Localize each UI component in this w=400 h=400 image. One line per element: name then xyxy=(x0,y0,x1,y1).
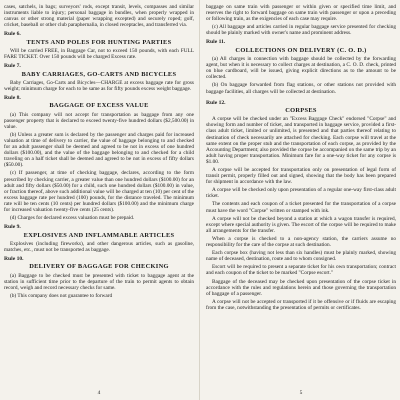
body-paragraph: Escort will be required to present a separate ticket for his own transportation; contract and each coupon of the ticket to be marked "Corpse escort." xyxy=(206,264,396,277)
rule-number: Rule 7. xyxy=(4,63,21,70)
page-number: 5 xyxy=(299,390,303,396)
body-paragraph: Baby Carriages, Go-Carts and Bicycles—CHARGE at excess baggage rate for gross weight; minimum charge for each to be same as for fifty pounds excess weight baggage. xyxy=(4,79,194,92)
page-number: 4 xyxy=(97,390,101,396)
body-paragraph: (c) If passenger, at time of checking baggage, declares, according to the form prescribed by checking carrier, a greater value than one hundred dollars ($100.00) for an adult and fifty dollars ($50.00) for a child, such one hundred dollars ($100.00) in value, or fraction thereof, above such additional value will be charged at ten (10) per cent of the excess baggage rate per hundred (100) pounds, for the distance traveled. The minimum rate will be ten cents (10 cents) per hundred dollars ($100.00) and the minimum charge for increased valuation twenty-five cents (25 cents). xyxy=(4,170,194,213)
body-paragraph: (b) This company does not guarantee to forward xyxy=(10,292,113,299)
body-paragraph: Explosives (including fireworks), and other dangerous articles, such as gasoline, matches, etc., must not be transported as baggage. xyxy=(4,240,194,253)
body-paragraph: cases, satchels, in bags; surveyors' rods, except transit, levels, compasses and similar instruments liable to injury; personal baggage in bundles, when properly wrapped in canvas or other strong material (paper wrapping excepted) and securely roped; golf, cricket, baseball or other club paraphernalia, in closed receptacles, and transferred via. xyxy=(4,4,194,29)
section-heading: COLLECTIONS ON DELIVERY (C. O. D.) xyxy=(235,46,367,54)
right-page xyxy=(206,4,396,396)
page-gutter xyxy=(199,0,200,400)
body-paragraph: Will be carried FREE, in Baggage Car, not to exceed 150 pounds, with each FULL FARE TICKET. Over 150 pounds will be charged Excess rate. xyxy=(4,47,194,61)
section-heading: CORPSES xyxy=(285,107,317,115)
body-paragraph: (b) On baggage forwarded from flag stations, or other stations not provided with baggage facilities, all charges will be collected at destination. xyxy=(206,82,396,95)
body-paragraph: (a) All charges in connection with baggage should be collected by the forwarding agent, but when it is necessary to collect charges at destination, a C. O. D. check, printed on blue cardboard, will be issued, giving explicit directions as to the amount to be collected. xyxy=(206,56,396,81)
section-heading: DELIVERY OF BAGGAGE FOR CHECKING xyxy=(29,263,169,271)
body-paragraph: baggage on same train with passenger or within given or specified time limit, and reserves the right to forward baggage on same train with passenger or upon a preceding or following train, as the exigencies of each case may require. xyxy=(206,4,396,23)
body-paragraph: A corpse will be accepted for transportation only on presentation of legal form of transit permit, properly filled out and signed, showing that the body has been prepared for shipment in accordance with the law. xyxy=(206,167,396,186)
body-paragraph: (b) Unless a greater sum is declared by the passenger and charges paid for increased valuation at time of delivery to carrier, the value of baggage belonging to and checked for an adult passenger shall be deemed and agreed to be not in excess of one hundred dollars ($100.00), and the value of the baggage belonging to and checked for a child traveling on a half ticket shall be deemed and agreed to be not in excess of fifty dollars ($50.00). xyxy=(4,131,194,169)
body-paragraph: A corpse will not be checked beyond a station at which a wagon transfer is required, except where special authority is given. The escort of the corpse will be required to make all arrangements for the transfer. xyxy=(206,215,396,234)
rule-number: Rule 11. xyxy=(206,39,226,46)
body-paragraph: (c) All baggage and articles carried in regular baggage service presented for checking should be plainly marked with owner's name and prominent address. xyxy=(206,24,396,37)
section-heading: BAGGAGE OF EXCESS VALUE xyxy=(49,102,149,110)
rule-number: Rule 8. xyxy=(4,94,21,101)
body-paragraph: A corpse will not be accepted or transported if it be offensive or if fluids are escaping from the case, notwithstanding the presentation of permits or certificates. xyxy=(206,298,396,311)
section-heading: TENTS AND POLES FOR HUNTING PARTIES xyxy=(26,38,172,46)
rule-number: Rule 9. xyxy=(4,224,21,231)
body-paragraph: (a) This company will not accept for transportation as baggage from any one passenger property that is declared to exceed twenty-five hundred dollars ($2,500.00) in value. xyxy=(4,111,194,130)
body-paragraph: (a) Baggage to be checked must be presented with ticket to baggage agent at the station in sufficient time prior to the departure of the train to permit agents to obtain record, weigh and record necessary checks for same. xyxy=(4,272,194,291)
body-paragraph: A corpse will be checked only upon presentation of a regular one-way first-class adult ticket. xyxy=(206,187,396,200)
body-paragraph: A corpse will be checked under an "Excess Baggage Check" endorsed "Corpse" and showing form and number of ticket, and transported in baggage service, provided a first-class adult ticket, limited or unlimited, is presented and that parties thereof relating to destination of check necessarily are attached for checking. Each corpse will travel at the same extent on the proper stub and the transportation of each corpse, as provided by the Accounting Department; also provided the corpse be accompanied on the same trip by an adult having proper transportation. Minimum fare for a one-way ticket for any corpse is $1.00. xyxy=(206,116,396,165)
rule-number: Rule 6. xyxy=(4,31,21,38)
body-paragraph: Each corpse box (having not less than six handles) must be plainly marked, showing name of deceased, destination, route and to whom consigned. xyxy=(206,250,396,263)
body-paragraph: When a corpse is checked to a non-agency station, the carriers assume no responsibility for the care of the corpse at such destination. xyxy=(206,235,396,249)
body-paragraph: Baggage of the deceased may be checked upon presentation of the corpse ticket in accordance with the rules and regulations herein and those governing the transportation of baggage of a passenger. xyxy=(206,278,396,297)
body-paragraph: (d) Charges for declared excess valuation must be prepaid. xyxy=(10,215,135,222)
section-heading: EXPLOSIVES AND INFLAMMABLE ARTICLES xyxy=(23,231,175,239)
rule-number: Rule 12. xyxy=(206,99,226,106)
section-heading: BABY CARRIAGES, GO-CARTS AND BICYCLES xyxy=(21,70,177,78)
rule-number: Rule 10. xyxy=(4,255,24,262)
left-page xyxy=(4,4,194,396)
body-paragraph: The contents and each coupon of a ticket presented for the transportation of a corpse must have the word "Corpse" written or stamped with ink. xyxy=(206,201,396,214)
